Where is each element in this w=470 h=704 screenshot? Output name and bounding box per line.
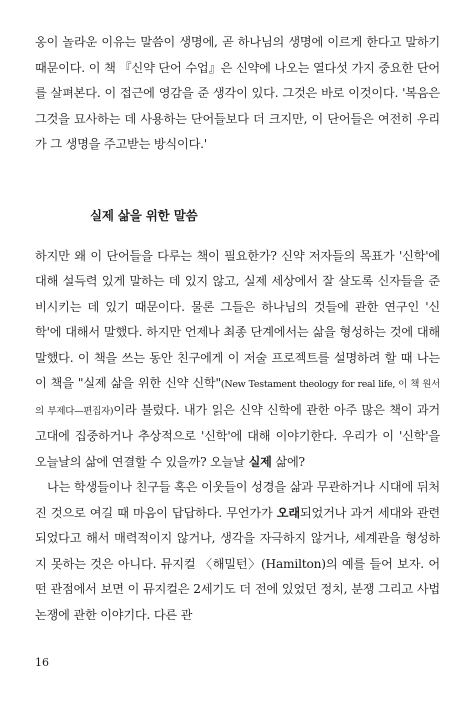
paragraph-why-words	[35, 244, 440, 476]
paragraph-text: 이라 불렀다. 내가 읽은 신약 신학에 관한 아주 많은 책이 과거 고대에 집중하거나 추상적으로 '신학'에 대해 이야기한다. 우리가 이 '신학'을 오늘날의 삶에 연결할 수 있을까? 오늘날	[35, 402, 441, 469]
paragraph-text: 삶에?	[271, 454, 305, 469]
section-heading: 실제 삶을 위한 말씀	[90, 207, 198, 223]
editor-note: (New Testament theology for real life, 이 책 원서의 부제다—편집자)	[35, 379, 440, 417]
page-number: 16	[35, 656, 49, 669]
paragraph-intro: 옹이 놀라운 이유는 말씀이 생명에, 곧 하나님의 생명에 이르게 한다고 말하기 때문이다. 이 책 『신약 단어 수업』은 신약에 나오는 열다섯 가지 중요한 단어를 살펴본다. 이 접근에 영감을 준 생각이 있다. 그것은 바로 이것이다. '복음은 그것을 묘사하는 데 사용하는 단어들보다 더 크지만, 이 단어들은 여전히 우리가 그 생명을 주고받는 방식이다.'	[35, 35, 440, 151]
paragraph-text: 나는 학생들이나 친구들 혹은 이웃들이 성경을 삶과 무관하거나 시대에 뒤처진 것으로 여길 때 마음이 답답하다. 무언가가	[35, 480, 440, 520]
emphasis-real: 실제	[248, 454, 272, 469]
paragraph-text: 하지만 왜 이 단어들을 다루는 책이 필요한가? 신약 저자들의 목표가 '신학'에 대해 설득력 있게 말하는 데 있지 않고, 실제 세상에서 잘 살도록 신자들을 준비시키는 데 있기 때문이다. 물론 그들은 하나님의 것들에 관한 연구인 '신학'에 대해서 말했다. 하지만 언제나 최종 단계에서는 삶을 형성하는 것에 대해 말했다. 이 책을 쓰는 동안 친구에게 이 저술 프로젝트를 설명하려 할 때 나는 이 책을 "실제 삶을 위한 신약 신학"	[35, 248, 440, 390]
page-body	[35, 30, 440, 628]
paragraph-text: 되었거나 과거 세대와 관련되었다고 해서 매력적이지 않거나, 생각을 자극하지 않거나, 세계관을 형성하지 못하는 것은 아니다. 뮤지컬 〈해밀턴〉(Hamilton)의 예를 들어 보자. 어떤 관점에서 보면 이 뮤지컬은 2세기도 더 전에 있었던 정치, 분쟁 그리고 사법 논쟁에 관한 이야기다. 다른 관	[35, 505, 441, 622]
paragraph-hamilton	[35, 475, 440, 628]
emphasis-old: 오래	[276, 505, 300, 520]
